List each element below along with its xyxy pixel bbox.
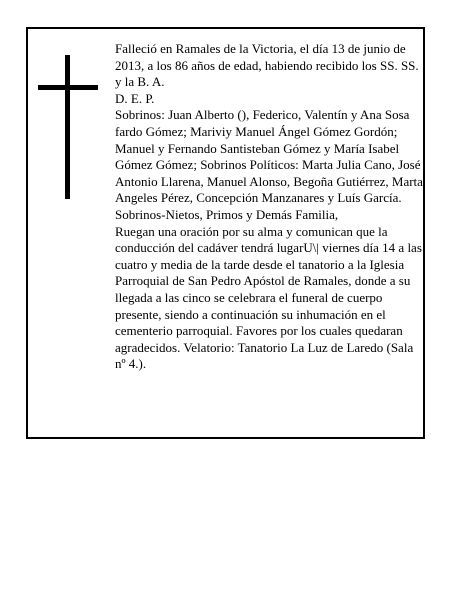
funeral-request: Ruegan una oración por su alma y comunican que la conducción del cadáver tendrá lugarU\| viernes día 14 a las cuatro y media de la tarde desde el tanatorio a la Iglesia Parroquial de San Pedro Apóstol de Ramales, donde a su llegada a las cinco se celebrara el funeral de cuerpo presente, siendo a continuación su inhumación en el cementerio parroquial. Favores por los cuales quedaran agradecidos. Velatorio: Tanatorio La Luz de Laredo (Sala nº 4.). (115, 223, 422, 372)
cross-horizontal-bar (38, 85, 98, 90)
death-announcement: Falleció en Ramales de la Victoria, el día 13 de junio de 2013, a los 86 años de edad, habiendo recibido los SS. SS. y la B. A. (115, 41, 419, 90)
obituary-notice (26, 27, 425, 439)
notice-body (115, 41, 423, 373)
rip-line: D. E. P. (115, 90, 155, 106)
latin-cross-icon (38, 55, 98, 199)
family-list: Sobrinos: Juan Alberto (), Federico, Valentín y Ana Sosa fardo Gómez; Mariviy Manuel Ángel Gómez Gordón; Manuel y Fernando Santisteban Gómez y María Isabel Gómez Gómez; Sobrinos Políticos: Marta Julia Cano, José Antonio Llarena, Manuel Alonso, Begoña Gutiérrez, Marta Angeles Pérez, Concepción Manzanares y Luís García. Sobrinos-Nietos, Primos y Demás Familia, (115, 107, 423, 222)
cross-vertical-bar (65, 55, 70, 199)
